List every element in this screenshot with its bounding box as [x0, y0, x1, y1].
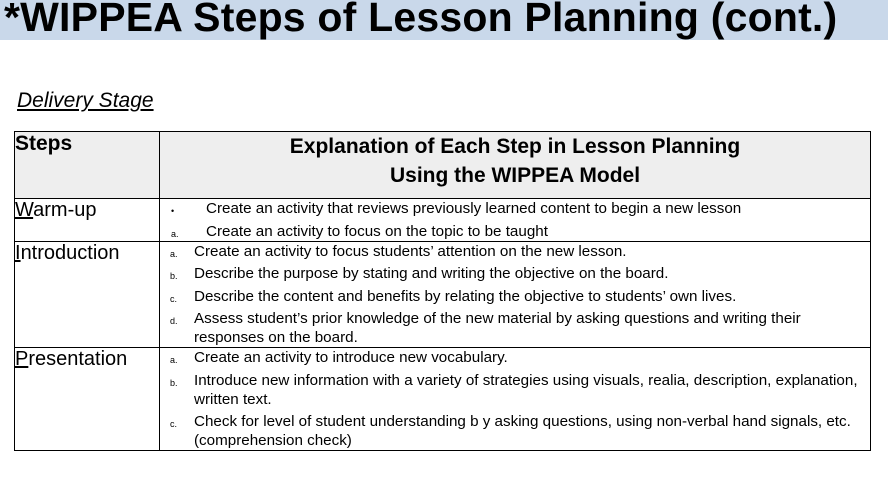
list-marker: a.	[170, 248, 178, 259]
list-item-text: Create an activity to focus students’ attention on the new lesson.	[194, 242, 627, 260]
table-row-warm-up	[15, 199, 871, 242]
list-marker: b.	[170, 271, 178, 281]
step-introduction	[15, 241, 160, 348]
list-item-text: Create an activity that reviews previously learned content to begin a new lesson	[206, 200, 742, 217]
list-item	[160, 242, 870, 261]
list-item	[160, 287, 870, 306]
list-marker: a.	[171, 228, 179, 239]
list-marker: d.	[170, 316, 178, 326]
list-marker: c.	[170, 293, 178, 304]
step-presentation	[15, 348, 160, 451]
step-label: resentation	[28, 348, 128, 370]
list-item	[160, 371, 870, 409]
section-subtitle: Delivery Stage	[17, 89, 154, 112]
list-item-text: Assess student’s prior knowledge of the new material by asking questions and writing their responses on the board.	[194, 310, 801, 346]
list-item-text: Create an activity to focus on the topic to be taught	[206, 222, 548, 240]
step-initial: P	[15, 348, 29, 370]
list-item-text: Describe the purpose by stating and writing the objective on the board.	[194, 265, 669, 282]
header-explanation-line1: Explanation of Each Step in Lesson Planning	[289, 135, 741, 158]
list-item-text: Describe the content and benefits by relating the objective to students’ own lives.	[194, 287, 737, 305]
explanation-presentation	[160, 348, 871, 451]
explanation-list	[160, 242, 870, 348]
page-title: *WIPPEA Steps of Lesson Planning (cont.)	[4, 0, 838, 40]
explanation-list	[160, 199, 870, 241]
list-marker: •	[171, 206, 175, 216]
step-label: arm-up	[33, 199, 97, 221]
step-warm-up	[15, 199, 160, 242]
list-marker: a.	[170, 355, 178, 365]
list-item	[160, 309, 870, 347]
list-item-text: Check for level of student understanding b y asking questions, using non-verbal hand signals, etc. (comprehension check)	[194, 413, 851, 449]
list-item-text: Introduce new information with a variety of strategies using visuals, realia, description, explanation, written text.	[194, 371, 858, 408]
header-steps: Steps	[15, 132, 160, 199]
table-row-introduction	[15, 241, 871, 348]
step-initial: I	[15, 241, 21, 264]
list-item	[160, 264, 870, 283]
header-explanation-line2: Using the WIPPEA Model	[389, 164, 641, 187]
list-marker: b.	[170, 377, 178, 388]
list-item-text: Create an activity to introduce new vocabulary.	[194, 349, 508, 366]
table-row-presentation	[15, 348, 871, 451]
list-marker: c.	[170, 419, 178, 429]
explanation-list	[160, 348, 870, 450]
explanation-warm-up	[160, 199, 871, 242]
header-explanation	[160, 132, 871, 199]
step-initial: W	[15, 199, 34, 221]
list-item	[160, 199, 870, 218]
list-item	[160, 412, 870, 450]
list-item	[160, 348, 870, 367]
explanation-introduction	[160, 241, 871, 348]
wippea-table	[14, 131, 871, 451]
list-item	[160, 222, 870, 241]
table-header-row	[15, 132, 871, 199]
step-label: ntroduction	[20, 241, 120, 264]
